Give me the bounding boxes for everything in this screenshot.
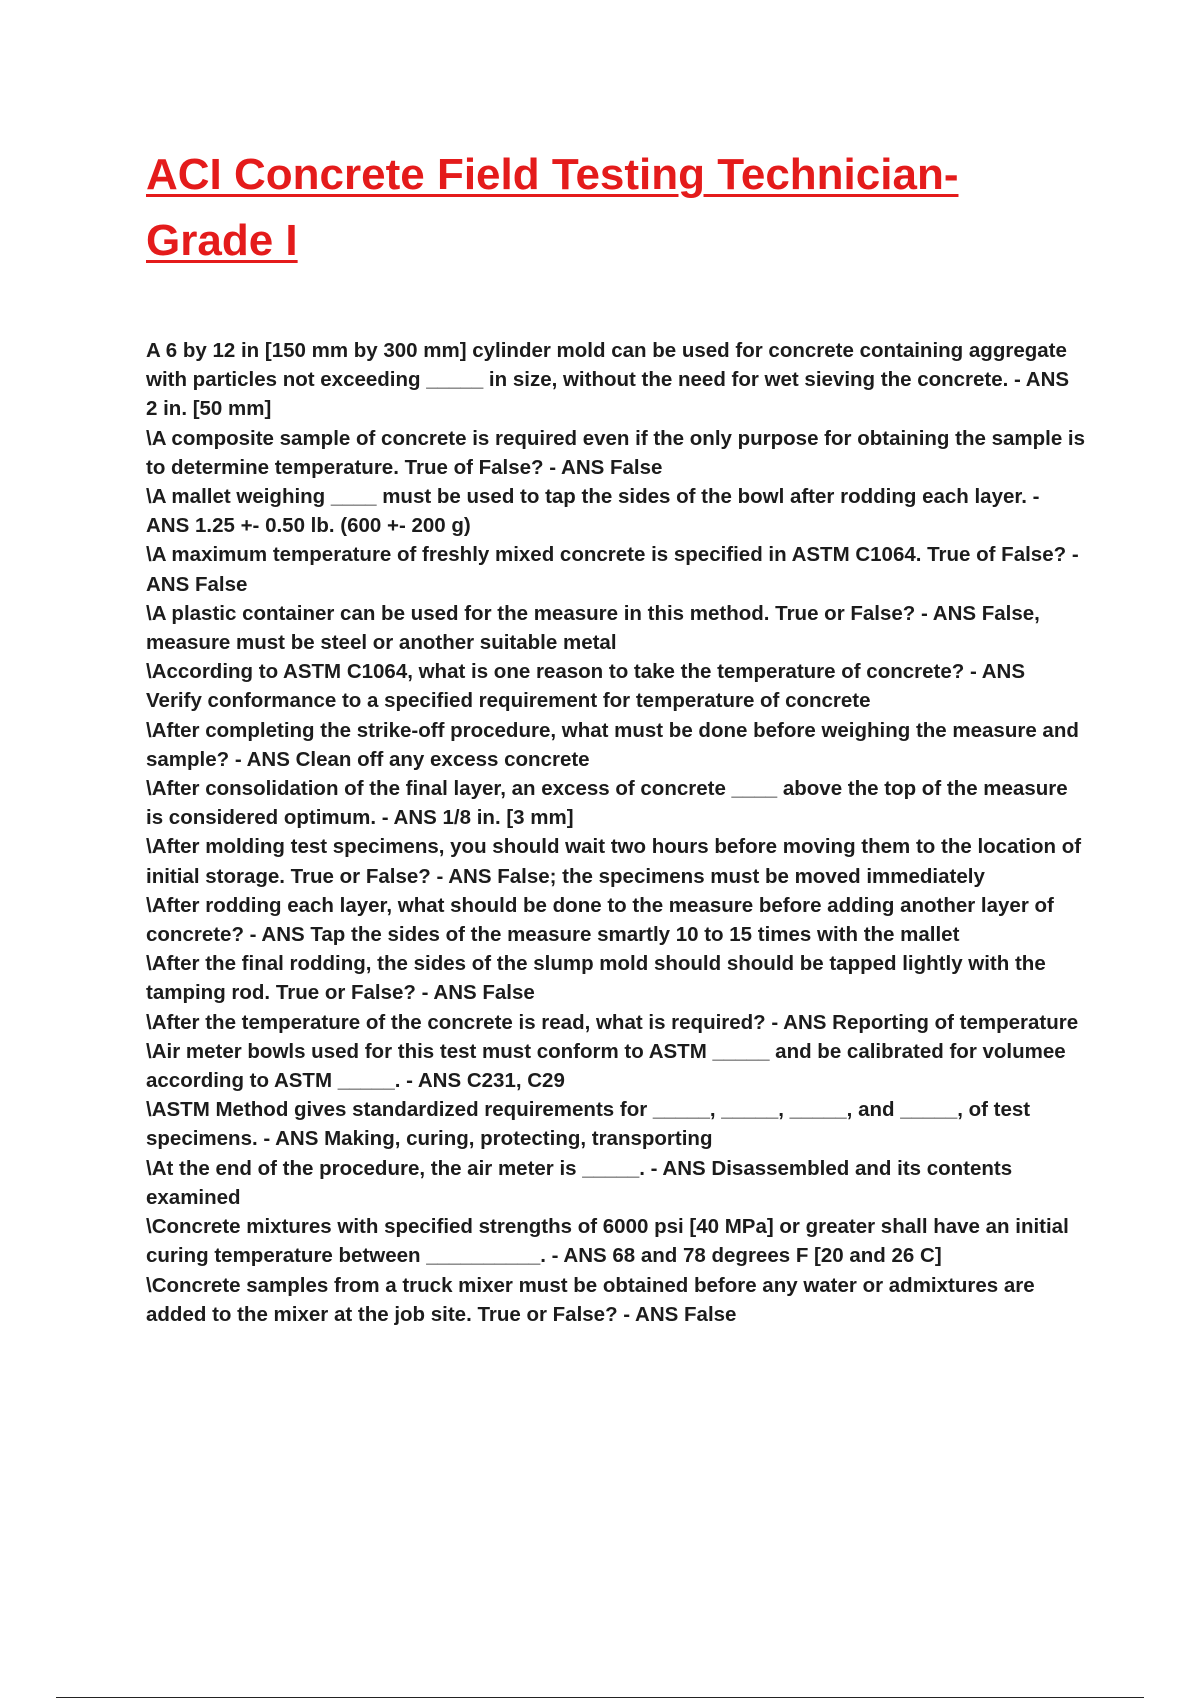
qa-item: \A plastic container can be used for the measure in this method. True or False? - ANS False, measure must be steel or another suitable metal xyxy=(146,601,1040,655)
title-line-1: ACI Concrete Field Testing Technician- xyxy=(146,150,959,199)
document-title xyxy=(146,142,1086,274)
qa-item: \After consolidation of the final layer, an excess of concrete ____ above the top of the measure is considered optimum. - ANS 1/8 in. [3 mm] xyxy=(146,777,1068,830)
qa-list xyxy=(146,336,1086,1329)
qa-item: \According to ASTM C1064, what is one reason to take the temperature of concrete? - ANS Verify conformance to a specified requirement for temperature of concrete xyxy=(146,660,1026,713)
qa-item: \A mallet weighing ____ must be used to tap the sides of the bowl after rodding each layer. - ANS 1.25 +- 0.50 lb. (600 +- 200 g) xyxy=(146,485,1040,538)
page-bottom-divider xyxy=(56,1697,1144,1698)
qa-item: \After molding test specimens, you should wait two hours before moving them to the location of initial storage. True or False? - ANS False; the specimens must be moved immediately xyxy=(146,835,1082,888)
qa-item: \Air meter bowls used for this test must conform to ASTM _____ and be calibrated for volumee according to ASTM _____. - ANS C231, C29 xyxy=(146,1039,1066,1093)
qa-item: \At the end of the procedure, the air meter is _____. - ANS Disassembled and its contents examined xyxy=(146,1156,1013,1209)
qa-item: \ASTM Method gives standardized requirements for _____, _____, _____, and _____, of test specimens. - ANS Making, curing, protecting, transporting xyxy=(146,1098,1031,1151)
qa-item: \A composite sample of concrete is required even if the only purpose for obtaining the sample is to determine temperature. True of False? - ANS False xyxy=(146,426,1086,479)
qa-item: \After the final rodding, the sides of the slump mold should should be tapped lightly with the tamping rod. True or False? - ANS False xyxy=(146,952,1046,1005)
title-line-2: Grade I xyxy=(146,216,298,265)
qa-item: \After the temperature of the concrete is read, what is required? - ANS Reporting of temperature xyxy=(146,1010,1079,1034)
qa-item: \After rodding each layer, what should be done to the measure before adding another layer of concrete? - ANS Tap the sides of the measure smartly 10 to 15 times with the mallet xyxy=(146,893,1054,947)
qa-item: A 6 by 12 in [150 mm by 300 mm] cylinder mold can be used for concrete containing aggregate with particles not exceeding _____ in size, without the need for wet sieving the concrete. - ANS 2 in. [50 mm] xyxy=(146,339,1070,421)
qa-item: \After completing the strike-off procedure, what must be done before weighing the measure and sample? - ANS Clean off any excess concrete xyxy=(146,718,1079,771)
qa-item: \Concrete samples from a truck mixer must be obtained before any water or admixtures are added to the mixer at the job site. True or False? - ANS False xyxy=(146,1273,1035,1326)
qa-item: \Concrete mixtures with specified strengths of 6000 psi [40 MPa] or greater shall have an initial curing temperature between __________. - ANS 68 and 78 degrees F [20 and 26 C] xyxy=(146,1215,1069,1268)
qa-item: \A maximum temperature of freshly mixed concrete is specified in ASTM C1064. True of False? - ANS False xyxy=(146,543,1079,596)
